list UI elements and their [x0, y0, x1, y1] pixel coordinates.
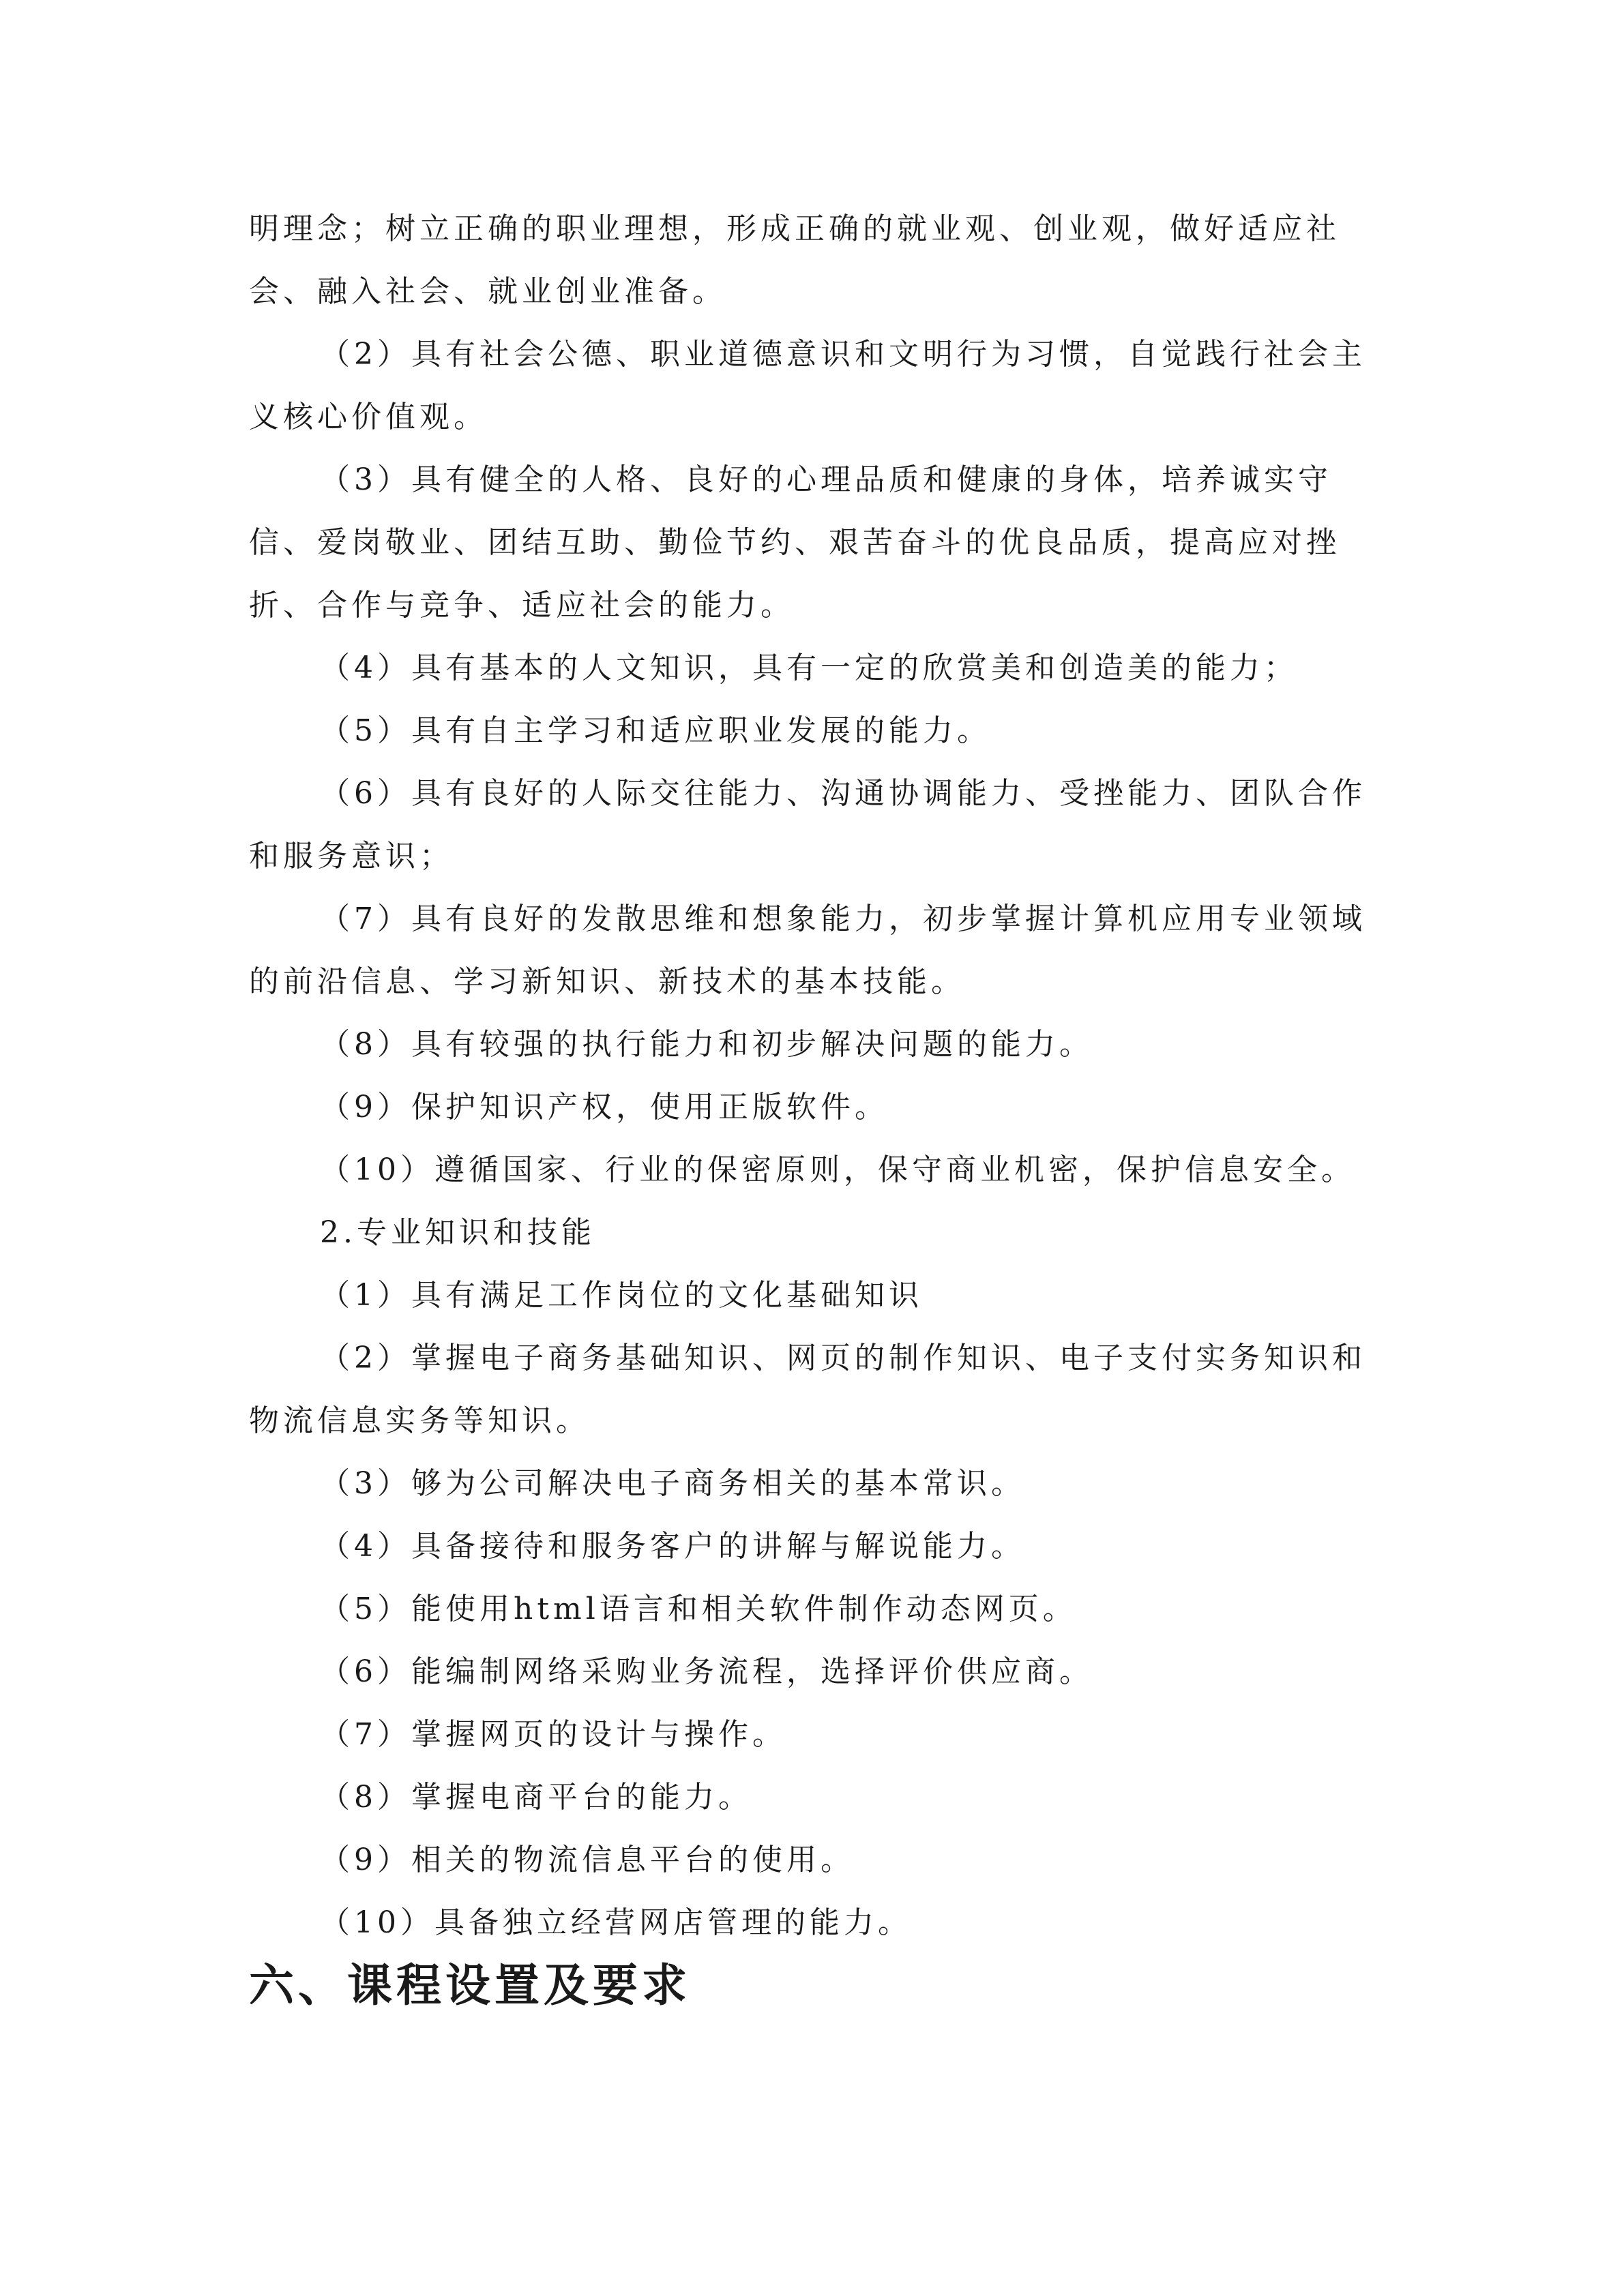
- paragraph-item-6: （6）具有良好的人际交往能力、沟通协调能力、受挫能力、团队合作和服务意识；: [249, 776, 1366, 874]
- skill-item-10: （10）具备独立经营网店管理的能力。: [320, 1905, 912, 1940]
- skill-item-3: （3）够为公司解决电子商务相关的基本常识。: [320, 1466, 1025, 1501]
- skill-item-8: （8）掌握电商平台的能力。: [320, 1780, 752, 1815]
- paragraph-continuation: 明理念；树立正确的职业理想，形成正确的就业观、创业观，做好适应社会、融入社会、就业创业准备。: [249, 211, 1340, 309]
- paragraph-item-10: （10）遵循国家、行业的保密原则，保守商业机密，保护信息安全。: [320, 1152, 1355, 1187]
- skill-item-9: （9）相关的物流信息平台的使用。: [320, 1843, 855, 1877]
- paragraph-item-2: （2）具有社会公德、职业道德意识和文明行为习惯，自觉践行社会主义核心价值观。: [249, 337, 1366, 434]
- paragraph-item-3: （3）具有健全的人格、良好的心理品质和健康的身体，培养诚实守信、爱岗敬业、团结互助、勤俭节约、艰苦奋斗的优良品质，提高应对挫折、合作与竞争、适应社会的能力。: [249, 462, 1340, 623]
- paragraph-item-4: （4）具有基本的人文知识，具有一定的欣赏美和创造美的能力；: [320, 651, 1298, 685]
- skill-item-7: （7）掌握网页的设计与操作。: [320, 1717, 786, 1752]
- subsection-title: 2.专业知识和技能: [320, 1215, 595, 1250]
- paragraph-item-7: （7）具有良好的发散思维和想象能力，初步掌握计算机应用专业领域的前沿信息、学习新知识、新技术的基本技能。: [249, 901, 1366, 999]
- skill-item-2: （2）掌握电子商务基础知识、网页的制作知识、电子支付实务知识和物流信息实务等知识。: [249, 1341, 1366, 1438]
- skill-item-5: （5）能使用html语言和相关软件制作动态网页。: [320, 1592, 1077, 1626]
- section-heading: 六、课程设置及要求: [249, 1959, 691, 2012]
- skill-item-6: （6）能编制网络采购业务流程，选择评价供应商。: [320, 1654, 1093, 1689]
- paragraph-item-5: （5）具有自主学习和适应职业发展的能力。: [320, 713, 991, 748]
- skill-item-4: （4）具备接待和服务客户的讲解与解说能力。: [320, 1529, 1025, 1564]
- document-body: [249, 198, 1395, 2017]
- paragraph-item-9: （9）保护知识产权，使用正版软件。: [320, 1090, 889, 1124]
- skill-item-1: （1）具有满足工作岗位的文化基础知识: [320, 1278, 923, 1313]
- paragraph-item-8: （8）具有较强的执行能力和初步解决问题的能力。: [320, 1027, 1093, 1062]
